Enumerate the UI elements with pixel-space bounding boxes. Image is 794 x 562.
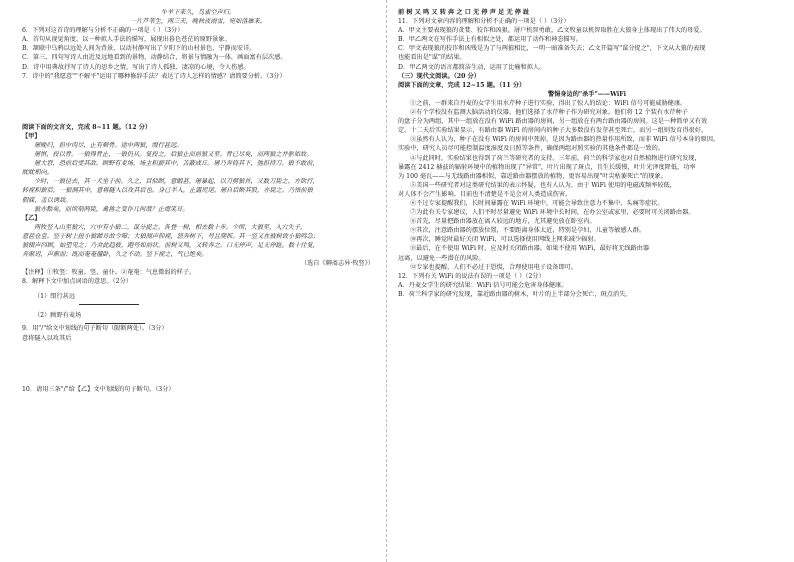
left-line: 意将隧入以攻其后 bbox=[22, 334, 72, 342]
left-line: 屠晚归，担中肉尽，止有剩骨。途中两狼，缀行甚远。 bbox=[34, 141, 183, 149]
right-line: D．甲乙两文的语言都简洁生动，运用了比喻和拟人。 bbox=[398, 63, 546, 71]
right-line: ③虽然有人认为，种子在没有 WiFi 的房间中死掉，是因为路由器的热量作用所致，而非 WiFi 信号本身的原因。 bbox=[410, 136, 720, 144]
right-line: ④与此同时，实验结果也得到了荷兰等研究者的支持。三年前，荷兰的科学家也对自然植物进行研究发现， bbox=[410, 154, 701, 162]
left-line: （2）顾野有麦场 bbox=[34, 312, 82, 320]
right-line: 前 树 又 鸣 又 转 奔 之 口 无 停 声 足 无 停 趾 bbox=[398, 9, 530, 16]
right-line: 11．下列对文章内容的理解和分析不正确的一项是（ ）（3分） bbox=[398, 18, 570, 26]
left-line: 两牧竖入山至狼穴，穴中有小狼二。谋分捉之。各登一树，相去数十步。少顷，大狼至，入穴失子， bbox=[34, 223, 307, 231]
right-line: C．甲文表现狼的狡诈和凶残是为了与两狼相比，一明一暗准备失去；乙文开篇写"谋分捉之"，下文从大狼的表现 bbox=[398, 45, 706, 53]
right-line: B．甲乙两文在写作手法上有相似之处，都运用了动作和神态描写。 bbox=[398, 36, 582, 44]
left-line: 【甲】 bbox=[22, 132, 41, 140]
left-line: B．颔联中乌鸦以远处人间为背景，以动衬静写出了夕阳下的山村景色，宁静而安详。 bbox=[22, 45, 256, 53]
right-line: 警惕身边的"杀手"——WiFi bbox=[547, 90, 627, 98]
left-line: 意甚仓皇。竖于树上扭小狼蹄耳故令嗥；大狼闻声仰视，怒奔树下，号且爬抓。其一竖又在彼树致小狼鸣急； bbox=[22, 232, 319, 240]
left-line: 狼亦黠矣，而顷刻两毙，禽兽之变诈几何哉？止增笑耳。 bbox=[34, 205, 189, 213]
left-line: C．第三、四句写诗人由近及远地看到的景物，动静结合，将景与情融为一体，画面富有层次感。 bbox=[22, 54, 287, 62]
left-line: 少时，一狼径去，其一犬坐于前。久之，目似瞑，意暇甚。屠暴起，以刀劈狼首，又数刀毙之。方欲行， bbox=[34, 178, 319, 186]
column-divider bbox=[386, 0, 387, 562]
right-line: A．甲文主要表现狼的贪婪、狡诈和凶狠。屠户机智勇敢，乙文牧童以机智取胜在大狼身上体现出了伟大的母爱。 bbox=[398, 27, 706, 35]
right-line: B．荷兰科学家的研究发现，靠近路由器的树木，叶片的上半部分会死亡，斑点消失。 bbox=[398, 290, 632, 298]
right-line: ⑥不过专家提醒我们，长时间暴露在 WiFi 环境中，可能会导致注意力不集中、头痛等症状。 bbox=[410, 199, 664, 207]
right-line: 暴露在 2412 赫兹的辐射环境中的植物出现了"异常"，叶片出现了斑点，且生长缓慢，叶片光泽度降低，功率 bbox=[398, 163, 696, 171]
left-line: 9．用"/"给文中划线的句子断句（限断两处）。（3分） bbox=[22, 325, 168, 333]
left-line: 奔渐迟，声渐弱；既而奄奄僵卧，久之不动。竖下视之，气已绝矣。 bbox=[22, 251, 208, 259]
right-line: ⑨其次，注意路由器的摆放位置，不要距离身体太近，特别是孕妇、儿童等敏感人群。 bbox=[410, 227, 646, 235]
left-line: 眈眈相向。 bbox=[22, 169, 53, 177]
left-line: 牛羊下来久，鸟雀空声归。 bbox=[160, 9, 236, 16]
left-line: 狼辍声四顾，始望见之；乃舍此趋彼，跑号如前状。前树又鸣，又转奔之。口无停声，足无停趾，数十往复， bbox=[22, 241, 319, 249]
left-line: 10．请用三条"/"给【乙】文中划线的句子断句。（3分） bbox=[22, 385, 175, 393]
right-line: 远离，以避免一些潜在的风险。 bbox=[398, 254, 485, 262]
right-line: ⑪最后，在不使用 WiFi 时，应及时关闭路由器。如果不使用 WiFi，最好将无线路由器 bbox=[410, 245, 650, 253]
right-line: 为 100 毫瓦——与无线路由器相似，靠近路由器摆放的植物，更容易出现"叶尖枯萎死亡"的现象。 bbox=[398, 172, 667, 180]
right-line: 12．下列有关 WiFi 的说法有误的一项是（ ）（2分） bbox=[398, 272, 545, 280]
left-line: D．诗中用典故抒写了诗人的思乡之情，写出了诗人孤独、凄凉的心境，令人伤感。 bbox=[22, 63, 250, 71]
left-line bbox=[22, 343, 374, 385]
left-line: 转视积薪后，一狼洞其中，意将隧入以攻其后也。身已半入，止露尻尾。屠自后断其股，亦毙之。乃悟前狼 bbox=[22, 187, 313, 195]
right-line: 也能看出是"谋"的结果。 bbox=[398, 54, 466, 62]
left-line: 一片芦苇生，两三天，晚秋夜雨雪，宛如落雁来。 bbox=[129, 18, 267, 26]
right-line: ①之前，一群来自丹麦的女学生用水芹种子进行实验，得出了惊人的结论：WiFi 信号可能威胁健康。 bbox=[410, 99, 687, 107]
left-line: 7．诗中的"我愿意""不解平"运用了哪种修辞手法？表达了诗人怎样的情感？请简要分析。（3分） bbox=[22, 72, 286, 80]
right-line: ⑧首先，尽量把路由器放在离人较远的地方，尤其避免放在卧室内。 bbox=[410, 218, 596, 226]
right-line: ⑦为此有关专家建议，人们平时尽量避免 WiFi 环境中长时间，在办公室或家里，必要时可关闭路由器。 bbox=[410, 209, 695, 217]
left-line: 屠大窘，恐前后受其敌。顾野有麦场，场主积薪其中，苫蔽成丘。屠乃奔倚其下，弛担持刀。狼不敢前， bbox=[34, 160, 319, 168]
right-line: 定。十二天后实验结果显示，有路由器 WiFi 的房间内的种子大多数没有发芽甚至死亡，而另一组则发育得很好。 bbox=[398, 127, 708, 135]
left-line: （1）缀行甚远 bbox=[34, 293, 76, 301]
answer-blank bbox=[85, 317, 145, 324]
left-line: 阅读下面的文言文，完成 8~11 题。（12 分） bbox=[22, 123, 152, 131]
left-line: 8．解释下文中加点词语的意思。（2分） bbox=[22, 278, 132, 286]
left-column bbox=[22, 8, 374, 394]
left-line: 6．下列对这首诗的理解与分析不正确的一项是（ ）（3分） bbox=[22, 27, 184, 35]
right-line: 的盘子分为两组，其中一组放在没有 WiFi 路由器的房间，另一组放在有两台路由器的房间。这是一种简单又有效 bbox=[398, 118, 708, 126]
right-line: ②有个学校没有监测大脑活动的仪器，他们选择了水芹种子作为研究对象。他们将 12 个装有水芹种子 bbox=[410, 109, 688, 117]
right-line: ⑩再次，睡觉时最好关闭 WiFi，可以选择使用网线上网来减少辐射。 bbox=[410, 236, 600, 244]
right-line: ⑤美国一些研究者对这类研究结果的表示怀疑，也有人认为，由于 WiFi 使用的电磁波频率较低， bbox=[410, 181, 676, 189]
left-line: A．首句从视觉角度，以一种拟人手法的描写，展现出暮色苍茫的原野景象。 bbox=[22, 36, 231, 44]
left-line: 【注释】①牧竖：牧童。竖，童仆。②奄奄：气息微弱的样子。 bbox=[22, 269, 196, 277]
answer-blank bbox=[79, 298, 139, 305]
right-line: 实验中，研究人员尽可能控制温度湿度及日照等条件，确保两组对照实验的其他条件都是一致的。 bbox=[398, 145, 665, 153]
left-line: （选自《聊斋志异·牧竖》） bbox=[300, 260, 374, 268]
left-line: 【乙】 bbox=[22, 214, 41, 222]
left-line bbox=[22, 81, 374, 123]
left-line: 假寐，盖以诱敌。 bbox=[22, 196, 72, 204]
right-line: （三）现代文阅读。（20 分） bbox=[398, 72, 480, 80]
right-line: 对人体不会产生影响。目前也不清楚是不是会对人类造成伤害。 bbox=[398, 190, 572, 198]
right-column bbox=[398, 8, 776, 299]
right-line: A．丹麦女学生的研究结果：WiFi 信号可能会危害身体健康。 bbox=[398, 281, 568, 289]
right-line: ⑫专家也提醒，人们不必过于恐慌，合理使用电子设备即可。 bbox=[410, 263, 578, 271]
right-line: 阅读下面的文章，完成 12~15 题。（11 分） bbox=[398, 81, 526, 89]
left-line: 屠惧，投以骨。一狼得骨止，一狼仍从。复投之，后狼止而前狼又至。骨已尽矣，而两狼之并驱如故。 bbox=[34, 151, 313, 159]
